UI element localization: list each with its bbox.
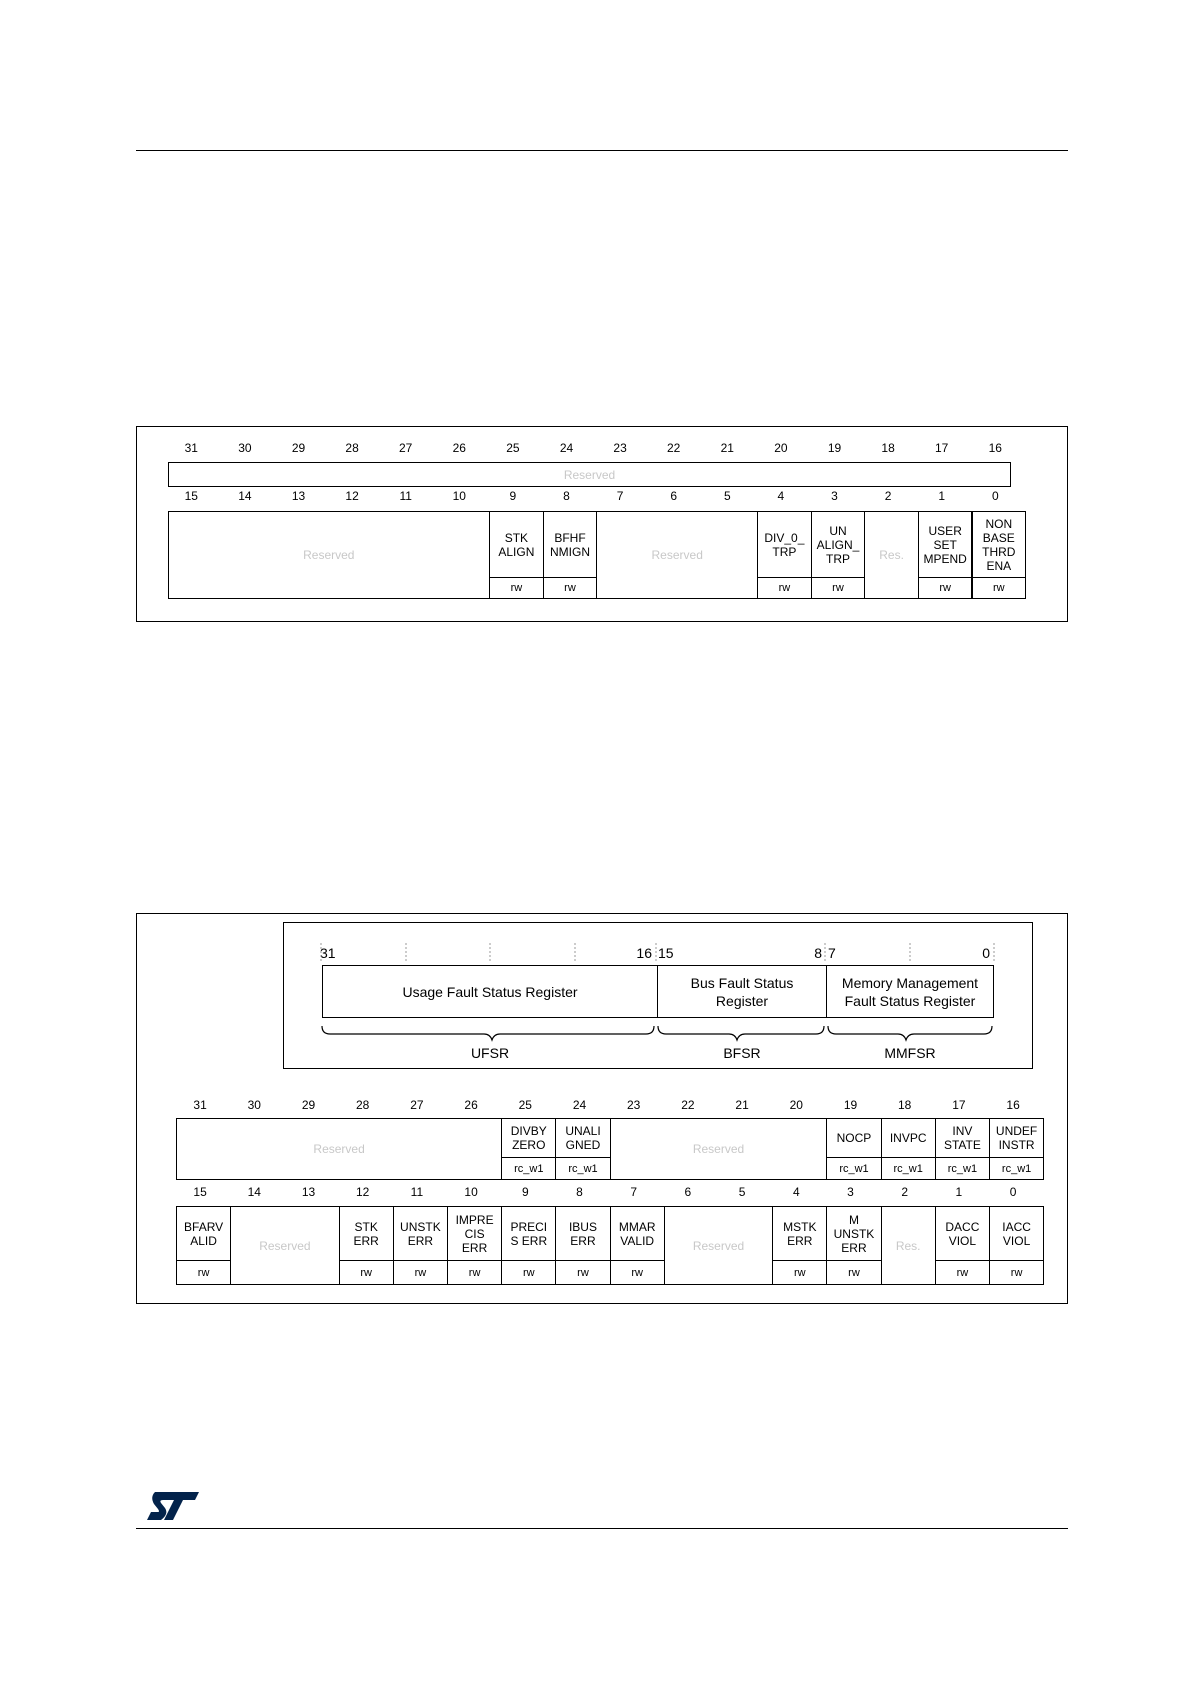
register-field: BFARV ALID [176,1206,231,1261]
bit-number: 5 [723,489,731,503]
access-type: rc_w1 [881,1157,936,1180]
bfsr-box: Bus Fault Status Register [657,965,827,1018]
bit-number: 9 [521,1185,529,1199]
bit-number: 16 [988,441,1002,455]
bit-number: 30 [238,441,252,455]
access-type: rw [489,577,544,599]
register-field: NOCP [826,1118,881,1158]
bit-number: 23 [627,1098,641,1112]
bit-number: 0 [1009,1185,1017,1199]
bit-8: 8 [814,945,822,961]
bit-number: 25 [518,1098,532,1112]
access-type: rw [972,577,1027,599]
register-field: UNDEF INSTR [989,1118,1044,1158]
bit-number: 15 [193,1185,207,1199]
bit-number: 27 [410,1098,424,1112]
bit-number: 20 [789,1098,803,1112]
bit-number: 22 [681,1098,695,1112]
bit-number: 27 [399,441,413,455]
register-field: MMAR VALID [610,1206,665,1261]
register-field: DIVBY ZERO [501,1118,556,1158]
bit-number: 8 [576,1185,583,1199]
bit-number: 7 [616,489,624,503]
bit-number: 19 [827,441,842,455]
bit-number: 15 [184,489,198,503]
register-field: USER SET MPEND [918,511,973,578]
register-field: STK ALIGN [489,511,544,578]
bit-7: 7 [828,945,836,961]
bit-number: 2 [884,489,892,503]
reserved-field: Res. [864,511,919,599]
bit-number: 23 [613,441,627,455]
bit-number: 24 [559,441,574,455]
bit-number: 26 [452,441,466,455]
access-type: rw [935,1260,990,1285]
access-type: rw [772,1260,827,1285]
register-field: INVPC [881,1118,936,1158]
reserved-field: Reserved [168,511,491,599]
bit-number: 20 [774,441,788,455]
bit-number: 13 [291,489,306,503]
bit-number: 9 [509,489,517,503]
cfsr-figure [136,913,1068,1304]
register-field: UNALI GNED [555,1118,610,1158]
access-type: rw [555,1260,610,1285]
bit-number: 17 [935,441,949,455]
bit-number: 3 [831,489,838,503]
bit-number: 13 [301,1185,316,1199]
access-type: rw [543,577,598,599]
reserved-field: Reserved [610,1118,828,1180]
register-field: NON BASE THRD ENA [972,511,1027,578]
reserved-field-high: Reserved [168,462,1011,487]
bit-number: 29 [301,1098,316,1112]
shpr-figure [136,426,1068,622]
bit-number: 10 [452,489,466,503]
access-type: rw [811,577,866,599]
bit-number: 6 [684,1185,692,1199]
bit-31: 31 [320,945,336,961]
register-field: M UNSTK ERR [826,1206,881,1261]
access-type: rc_w1 [989,1157,1044,1180]
register-field: BFHF NMIGN [543,511,598,578]
bit-number: 14 [238,489,252,503]
reserved-field: Reserved [664,1206,773,1285]
bit-number: 11 [399,489,412,503]
header-rule [136,150,1068,151]
reserved-field: Reserved [230,1206,339,1285]
register-field: UN ALIGN_ TRP [811,511,866,578]
register-field: IMPRE CIS ERR [447,1206,502,1261]
bit-number: 28 [345,441,359,455]
bit-number: 8 [563,489,570,503]
cfsr-overview [283,922,1033,1069]
bit-number: 18 [881,441,895,455]
access-type: rw [393,1260,448,1285]
bit-number: 17 [952,1098,966,1112]
bit-number: 26 [464,1098,478,1112]
access-type: rw [501,1260,556,1285]
mmfsr-box: Memory Management Fault Status Register [826,965,994,1018]
access-type: rw [918,577,973,599]
mmfsr-label: MMFSR [884,1045,936,1061]
bit-number: 31 [184,441,198,455]
bit-number: 16 [1006,1098,1020,1112]
bit-number: 1 [938,489,946,503]
bit-number: 1 [955,1185,963,1199]
register-field: STK ERR [339,1206,394,1261]
register-field: DIV_0_ TRP [757,511,812,578]
footer-rule [136,1528,1068,1529]
register-field: IACC VIOL [989,1206,1044,1261]
reserved-field: Reserved [176,1118,502,1180]
register-field: IBUS ERR [555,1206,610,1261]
bit-number: 24 [572,1098,587,1112]
access-type: rw [176,1260,231,1285]
access-type: rw [826,1260,881,1285]
bit-number: 12 [356,1185,370,1199]
reserved-field: Res. [881,1206,936,1285]
access-type: rw [610,1260,665,1285]
register-field: DACC VIOL [935,1206,990,1261]
bit-number: 4 [777,489,785,503]
access-type: rw [339,1260,394,1285]
bit-number: 19 [843,1098,858,1112]
access-type: rc_w1 [501,1157,556,1180]
bit-number: 29 [291,441,306,455]
bit-number: 31 [193,1098,207,1112]
bit-number: 5 [738,1185,746,1199]
bit-number: 21 [735,1098,749,1112]
bfsr-label: BFSR [723,1045,761,1061]
bit-number: 11 [410,1185,424,1199]
bit-number: 6 [670,489,678,503]
bit-number: 18 [898,1098,912,1112]
bit-15: 15 [658,945,674,961]
access-type: rw [447,1260,502,1285]
bit-number: 2 [901,1185,909,1199]
ufsr-box: Usage Fault Status Register [322,965,658,1018]
bit-number: 14 [247,1185,261,1199]
bit-number: 21 [720,441,734,455]
bit-16: 16 [636,945,652,961]
access-type: rc_w1 [555,1157,610,1180]
register-field: INV STATE [935,1118,990,1158]
bit-number: 4 [792,1185,800,1199]
access-type: rc_w1 [935,1157,990,1180]
register-field: UNSTK ERR [393,1206,448,1261]
access-type: rw [757,577,812,599]
bit-0: 0 [982,945,990,961]
bit-number: 12 [345,489,359,503]
bit-number: 0 [991,489,999,503]
register-field: MSTK ERR [772,1206,827,1261]
bit-number: 28 [356,1098,370,1112]
bit-number: 3 [847,1185,854,1199]
bit-number: 10 [464,1185,478,1199]
bit-number: 7 [630,1185,638,1199]
bit-number: 30 [247,1098,261,1112]
access-type: rw [989,1260,1044,1285]
ufsr-label: UFSR [470,1045,510,1061]
bit-number: 25 [506,441,520,455]
register-field: PRECI S ERR [501,1206,556,1261]
bit-number: 22 [667,441,681,455]
access-type: rc_w1 [826,1157,881,1180]
st-logo-icon [145,1490,201,1522]
reserved-field: Reserved [596,511,758,599]
